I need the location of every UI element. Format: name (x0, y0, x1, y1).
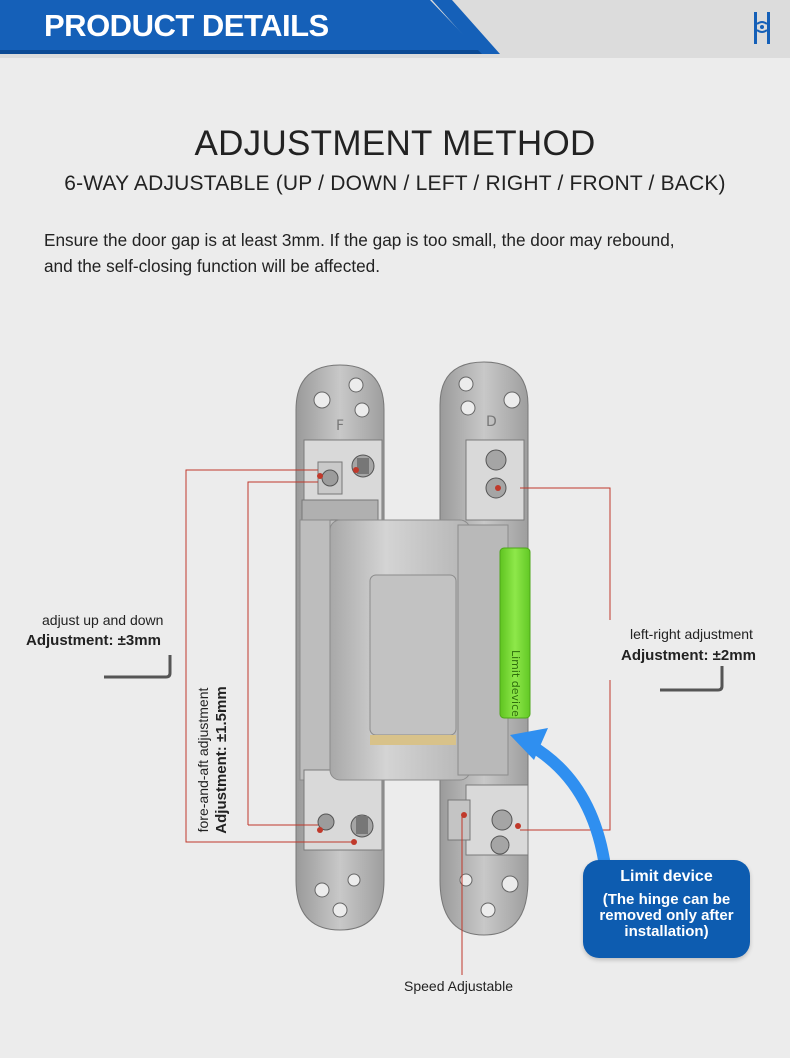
speed-label: Speed Adjustable (404, 978, 513, 994)
left-right-value: Adjustment: ±2mm (621, 647, 756, 664)
hex-key-right-icon (660, 666, 722, 690)
up-down-value: Adjustment: ±3mm (26, 632, 161, 649)
description-line-2: and the self-closing function will be affected. (44, 256, 380, 276)
limit-device-callout (583, 860, 750, 958)
svg-text:F: F (336, 418, 345, 434)
svg-text:D: D (486, 414, 497, 430)
left-right-label: left-right adjustment (630, 626, 753, 642)
page-subtitle: 6-WAY ADJUSTABLE (UP / DOWN / LEFT / RIGHT / FRONT / BACK) (64, 172, 726, 195)
banner-title: PRODUCT DETAILS (44, 8, 329, 43)
limit-title: Limit device (620, 868, 713, 885)
limit-device (500, 548, 530, 718)
limit-note-line-2: removed only after (599, 907, 734, 924)
limit-arrow (530, 745, 604, 860)
limit-note-line-3: installation) (624, 923, 709, 940)
fore-aft-label: fore-and-aft adjustment (195, 687, 211, 833)
limit-note-line-1: (The hinge can be (602, 891, 731, 908)
up-down-label: adjust up and down (42, 612, 164, 628)
svg-text:Limit device: Limit device (509, 650, 522, 717)
limit-note (583, 892, 750, 940)
hinge-body (330, 520, 508, 780)
description-line-1: Ensure the door gap is at least 3mm. If the gap is too small, the door may rebound, (44, 230, 675, 250)
fore-aft-value: Adjustment: ±1.5mm (213, 686, 230, 834)
page-title: ADJUSTMENT METHOD (194, 124, 596, 163)
hex-key-left-icon (104, 655, 170, 677)
